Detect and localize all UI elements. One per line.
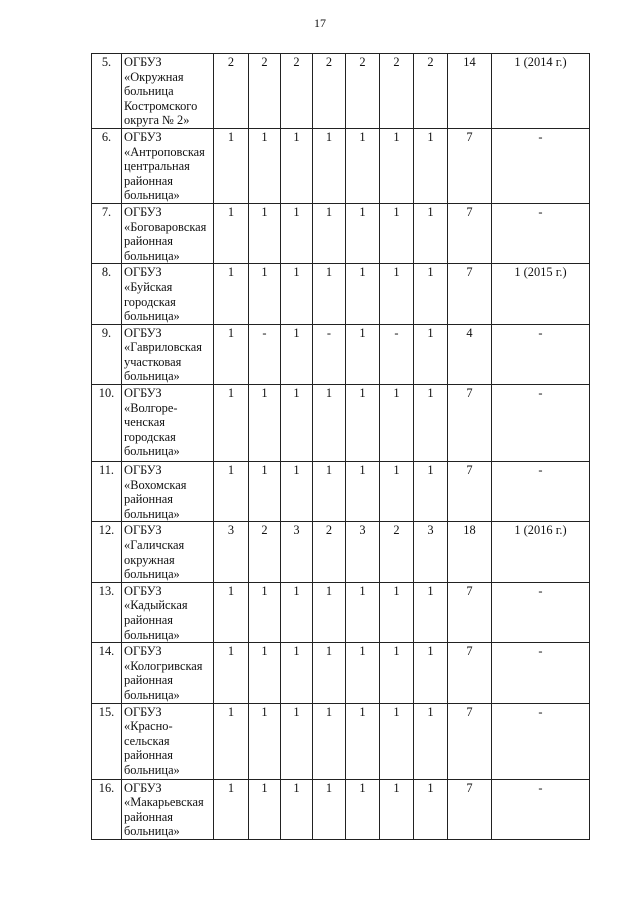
value-cell: 1	[281, 582, 313, 642]
value-cell: 2	[313, 54, 346, 129]
facility-name-line: больница»	[124, 444, 180, 459]
facility-name-line: округа № 2»	[124, 113, 190, 128]
note-cell: -	[492, 582, 590, 642]
value-cell: 1	[380, 643, 414, 703]
total-cell: 7	[448, 462, 492, 522]
value-cell: 1	[214, 264, 249, 324]
value-cell: 1	[249, 385, 281, 462]
note-cell: -	[492, 324, 590, 384]
value-cell: 1	[346, 128, 380, 203]
facility-name-line: районная	[124, 173, 173, 188]
facility-name	[122, 643, 214, 703]
facility-name-line: ОГБУЗ	[124, 386, 162, 401]
value-cell: 1	[313, 779, 346, 839]
total-cell: 7	[448, 128, 492, 203]
facility-name-line: городская	[124, 294, 176, 309]
table-row	[92, 54, 590, 129]
facility-name-line: «Антроповская	[124, 144, 205, 159]
total-cell: 7	[448, 643, 492, 703]
facility-name-line: ОГБУЗ	[124, 523, 162, 538]
value-cell: 3	[281, 522, 313, 582]
value-cell: 1	[414, 779, 448, 839]
value-cell: 1	[214, 462, 249, 522]
facility-name-line: больница»	[124, 248, 180, 263]
value-cell: 1	[313, 385, 346, 462]
facility-name	[122, 703, 214, 779]
facility-name-line: больница»	[124, 309, 180, 324]
total-cell: 14	[448, 54, 492, 129]
table-row	[92, 779, 590, 839]
facility-name-line: «Вохомская	[124, 477, 187, 492]
table-row	[92, 462, 590, 522]
facility-name	[122, 54, 214, 129]
value-cell: 1	[313, 264, 346, 324]
note-cell: 1 (2015 г.)	[492, 264, 590, 324]
value-cell: -	[380, 324, 414, 384]
facility-name-line: больница»	[124, 567, 180, 582]
value-cell: 1	[414, 264, 448, 324]
value-cell: 2	[380, 522, 414, 582]
hospital-table	[91, 53, 590, 840]
facility-name-line: ОГБУЗ	[124, 265, 162, 280]
value-cell: 2	[380, 54, 414, 129]
value-cell: 1	[313, 203, 346, 263]
value-cell: 1	[346, 385, 380, 462]
value-cell: 1	[313, 643, 346, 703]
note-cell: 1 (2016 г.)	[492, 522, 590, 582]
facility-name-line: «Галичская	[124, 538, 185, 553]
value-cell: 1	[281, 385, 313, 462]
value-cell: 1	[414, 703, 448, 779]
facility-name-line: больница»	[124, 762, 180, 777]
facility-name-line: «Окружная	[124, 69, 184, 84]
value-cell: 1	[346, 703, 380, 779]
value-cell: 1	[249, 203, 281, 263]
value-cell: 1	[281, 703, 313, 779]
total-cell: 7	[448, 385, 492, 462]
value-cell: 2	[346, 54, 380, 129]
facility-name-line: районная	[124, 492, 173, 507]
facility-name-line: ОГБУЗ	[124, 204, 162, 219]
value-cell: 1	[214, 128, 249, 203]
facility-name-line: ОГБУЗ	[124, 644, 162, 659]
facility-name	[122, 203, 214, 263]
row-number: 14.	[92, 643, 122, 703]
note-cell: -	[492, 779, 590, 839]
total-cell: 18	[448, 522, 492, 582]
facility-name-line: больница	[124, 84, 174, 99]
facility-name-line: районная	[124, 673, 173, 688]
facility-name-line: районная	[124, 809, 173, 824]
value-cell: 1	[380, 128, 414, 203]
value-cell: 1	[414, 128, 448, 203]
facility-name-line: ОГБУЗ	[124, 780, 162, 795]
value-cell: 2	[313, 522, 346, 582]
value-cell: 1	[346, 324, 380, 384]
facility-name	[122, 462, 214, 522]
value-cell: 1	[380, 703, 414, 779]
value-cell: 1	[281, 779, 313, 839]
value-cell: 3	[346, 522, 380, 582]
value-cell: 1	[346, 779, 380, 839]
table-row	[92, 324, 590, 384]
facility-name-line: районная	[124, 613, 173, 627]
note-cell: -	[492, 128, 590, 203]
note-cell: -	[492, 203, 590, 263]
facility-name	[122, 522, 214, 582]
value-cell: 1	[214, 582, 249, 642]
value-cell: 1	[346, 203, 380, 263]
value-cell: 1	[214, 643, 249, 703]
value-cell: 1	[380, 462, 414, 522]
value-cell: 3	[414, 522, 448, 582]
value-cell: 1	[414, 324, 448, 384]
note-cell: -	[492, 643, 590, 703]
facility-name	[122, 264, 214, 324]
facility-name-line: «Буйская	[124, 279, 173, 294]
value-cell: 1	[281, 462, 313, 522]
value-cell: -	[249, 324, 281, 384]
facility-name-line: «Кологривская	[124, 658, 203, 673]
value-cell: 1	[380, 203, 414, 263]
row-number: 16.	[92, 779, 122, 839]
row-number: 6.	[92, 128, 122, 203]
total-cell: 4	[448, 324, 492, 384]
facility-name-line: больница»	[124, 188, 180, 203]
note-cell: -	[492, 462, 590, 522]
page-number: 17	[314, 16, 326, 30]
value-cell: 1	[414, 462, 448, 522]
facility-name-line: ОГБУЗ	[124, 55, 162, 69]
facility-name	[122, 385, 214, 462]
value-cell: 1	[249, 264, 281, 324]
value-cell: 1	[313, 582, 346, 642]
value-cell: 1	[313, 462, 346, 522]
row-number: 8.	[92, 264, 122, 324]
value-cell: 1	[380, 385, 414, 462]
facility-name-line: ОГБУЗ	[124, 129, 162, 144]
value-cell: 1	[281, 324, 313, 384]
facility-name-line: больница»	[124, 506, 180, 521]
total-cell: 7	[448, 779, 492, 839]
value-cell: 1	[249, 462, 281, 522]
value-cell: 1	[249, 643, 281, 703]
value-cell: 1	[380, 582, 414, 642]
facility-name-line: Костромского	[124, 98, 198, 113]
table-row	[92, 128, 590, 203]
table-row	[92, 703, 590, 779]
table-row	[92, 264, 590, 324]
row-number: 10.	[92, 385, 122, 462]
value-cell: 2	[249, 522, 281, 582]
row-number: 13.	[92, 582, 122, 642]
value-cell: 1	[214, 203, 249, 263]
table-row	[92, 203, 590, 263]
facility-name-line: центральная	[124, 159, 190, 174]
value-cell: 1	[214, 324, 249, 384]
value-cell: 1	[281, 203, 313, 263]
value-cell: 1	[414, 385, 448, 462]
value-cell: 1	[346, 582, 380, 642]
value-cell: 1	[281, 643, 313, 703]
value-cell: 1	[214, 385, 249, 462]
facility-name-line: больница»	[124, 824, 180, 839]
facility-name-line: «Красно-	[124, 719, 173, 734]
note-cell: 1 (2014 г.)	[492, 54, 590, 129]
facility-name-line: «Макарьевская	[124, 795, 204, 810]
value-cell: 2	[214, 54, 249, 129]
facility-name-line: больница»	[124, 369, 180, 384]
facility-name-line: «Боговаровская	[124, 219, 207, 234]
facility-name-line: ОГБУЗ	[124, 325, 162, 340]
table-body	[92, 54, 590, 840]
value-cell: 1	[249, 703, 281, 779]
total-cell: 7	[448, 703, 492, 779]
table-row	[92, 385, 590, 462]
facility-name-line: «Гавриловская	[124, 340, 202, 355]
facility-name-line: районная	[124, 234, 173, 249]
total-cell: 7	[448, 203, 492, 263]
value-cell: 3	[214, 522, 249, 582]
value-cell: 1	[281, 264, 313, 324]
value-cell: 1	[414, 582, 448, 642]
value-cell: 1	[380, 264, 414, 324]
facility-name	[122, 582, 214, 642]
facility-name-line: больница»	[124, 687, 180, 702]
facility-name-line: «Волгоре-	[124, 400, 178, 415]
row-number: 5.	[92, 54, 122, 129]
value-cell: 1	[249, 779, 281, 839]
value-cell: 2	[414, 54, 448, 129]
facility-name	[122, 779, 214, 839]
note-cell: -	[492, 385, 590, 462]
note-cell: -	[492, 703, 590, 779]
facility-name-line: ОГБУЗ	[124, 704, 162, 719]
total-cell: 7	[448, 264, 492, 324]
row-number: 7.	[92, 203, 122, 263]
facility-name-line: ченская	[124, 415, 165, 430]
value-cell: 1	[414, 203, 448, 263]
facility-name-line: районная	[124, 748, 173, 763]
facility-name-line: ОГБУЗ	[124, 463, 162, 478]
value-cell: 1	[281, 128, 313, 203]
value-cell: 1	[313, 128, 346, 203]
value-cell: 1	[346, 264, 380, 324]
facility-name-line: ОГБУЗ	[124, 583, 162, 598]
value-cell: 1	[414, 643, 448, 703]
value-cell: 1	[380, 779, 414, 839]
value-cell: 1	[313, 703, 346, 779]
facility-name-line: «Кадыйская	[124, 598, 188, 613]
facility-name	[122, 324, 214, 384]
table-row	[92, 643, 590, 703]
value-cell: 1	[249, 128, 281, 203]
value-cell: 1	[214, 779, 249, 839]
facility-name-line: участковая	[124, 354, 182, 369]
value-cell: 1	[346, 643, 380, 703]
facility-name	[122, 128, 214, 203]
value-cell: 2	[281, 54, 313, 129]
total-cell: 7	[448, 582, 492, 642]
facility-name-line: городская	[124, 429, 176, 444]
facility-name-line: больница»	[124, 627, 180, 642]
value-cell: 1	[249, 582, 281, 642]
value-cell: 1	[214, 703, 249, 779]
value-cell: 2	[249, 54, 281, 129]
row-number: 9.	[92, 324, 122, 384]
facility-name-line: сельская	[124, 733, 170, 748]
value-cell: 1	[346, 462, 380, 522]
table-row	[92, 522, 590, 582]
row-number: 11.	[92, 462, 122, 522]
table-row	[92, 582, 590, 642]
row-number: 12.	[92, 522, 122, 582]
value-cell: -	[313, 324, 346, 384]
row-number: 15.	[92, 703, 122, 779]
facility-name-line: окружная	[124, 552, 175, 567]
